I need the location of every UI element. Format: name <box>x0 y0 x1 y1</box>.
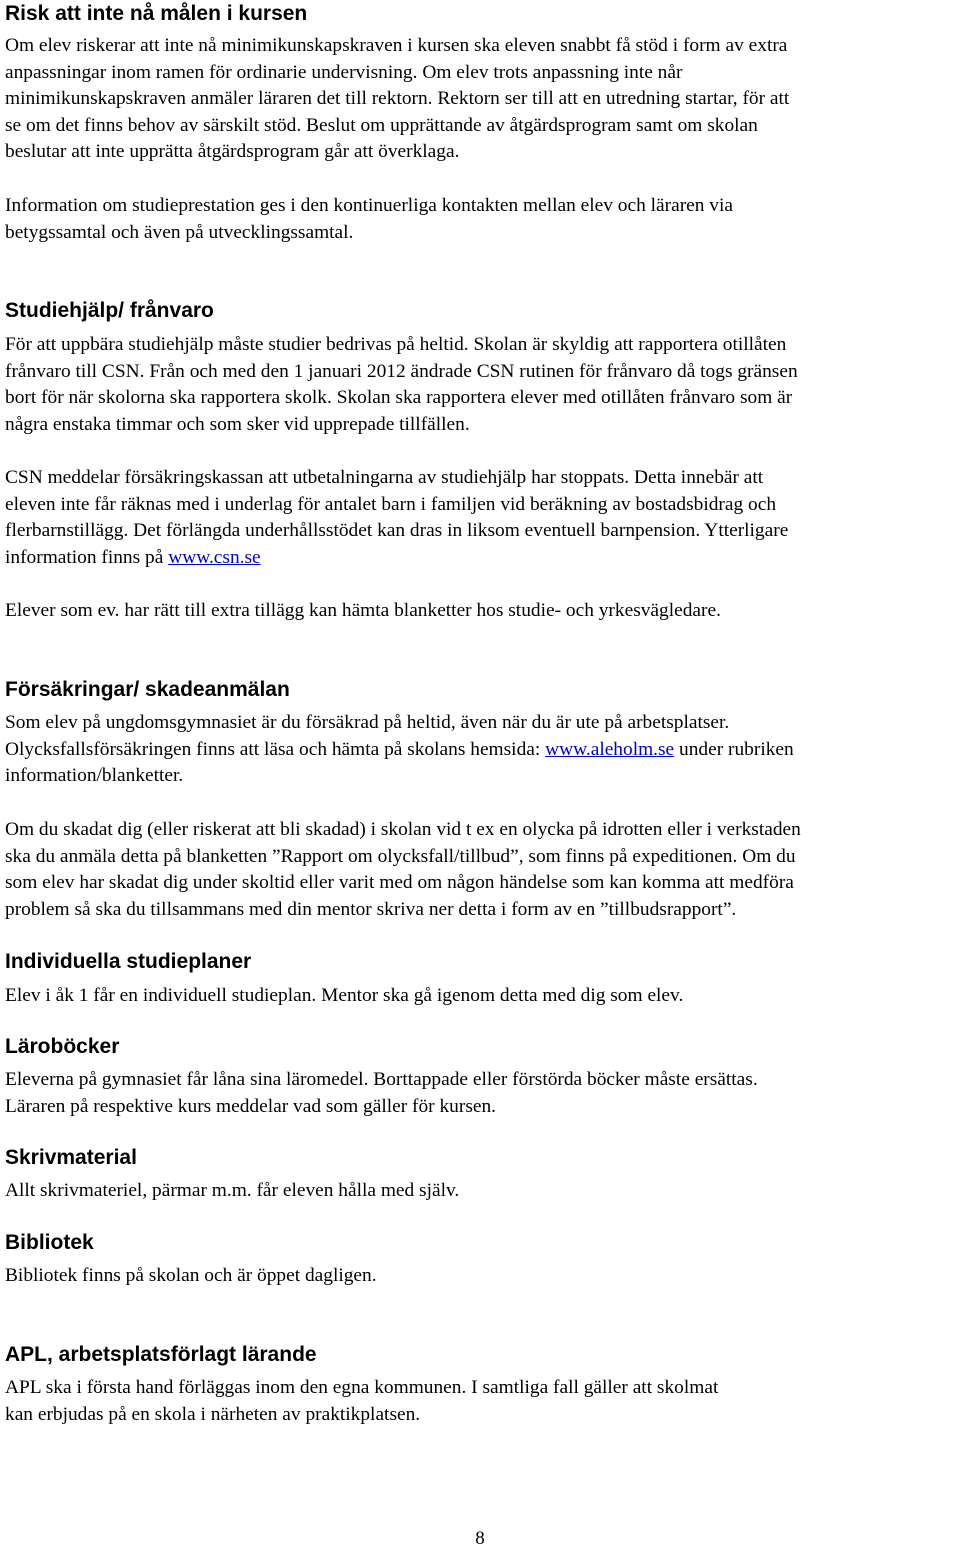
paragraph-extra-allowance <box>5 598 721 625</box>
section-heading-risk: Risk att inte nå målen i kursen <box>5 2 308 25</box>
text-line: För att uppbära studiehjälp måste studier bedrivas på heltid. Skolan är skyldig att rapportera otillåten <box>5 334 787 355</box>
text-line: ska du anmäla detta på blanketten ”Rapport om olycksfall/tillbud”, som finns på expeditionen. Om du <box>5 845 796 867</box>
text-line: bort för när skolorna ska rapportera skolk. Skolan ska rapportera elever med otillåten frånvaro som är <box>5 387 793 409</box>
text-line: Som elev på ungdomsgymnasiet är du försäkrad på heltid, även när du är ute på arbetsplatser. <box>5 712 730 733</box>
text-line: betygssamtal och även på utvecklingssamtal. <box>5 221 354 243</box>
text-line: minimikunskapskraven anmäler läraren det till rektorn. Rektorn ser till att en utredning startar, för att <box>5 88 790 110</box>
text-line: eleven inte får räknas med i underlag för antalet barn i familjen vid beräkning av bostadsbidrag och <box>5 493 777 515</box>
paragraph-studiehjalp-absence <box>5 332 798 438</box>
paragraph-study-plans <box>5 983 683 1010</box>
text-line: som elev har skadat dig under skoltid eller varit med om någon händelse som kan komma att medföra <box>5 872 794 894</box>
text-line-with-link <box>5 545 788 572</box>
text-line: Om elev riskerar att inte nå minimikunskapskraven i kursen ska eleven snabbt få stöd i form av extra <box>5 35 788 56</box>
section-heading-writing-materials: Skrivmaterial <box>5 1146 137 1169</box>
text-fragment: Olycksfallsförsäkringen finns att läsa och hämta på skolans hemsida: <box>5 738 546 760</box>
paragraph-apl <box>5 1375 718 1428</box>
text-line: problem så ska du tillsammans med din mentor skriva ner detta i form av en ”tillbudsrapport”. <box>5 898 737 920</box>
section-heading-library: Bibliotek <box>5 1231 94 1254</box>
text-line: beslutar att inte upprätta åtgärdsprogram går att överklaga. <box>5 141 460 163</box>
section-heading-textbooks: Läroböcker <box>5 1035 120 1058</box>
text-line: CSN meddelar försäkringskassan att utbetalningarna av studiehjälp har stoppats. Detta innebär att <box>5 467 764 488</box>
section-heading-insurance: Försäkringar/ skadeanmälan <box>5 678 290 701</box>
text-line: flerbarnstillägg. Det förlängda underhållsstödet kan dras in liksom eventuell barnpension. Ytterligare <box>5 520 789 542</box>
text-line: Om du skadat dig (eller riskerat att bli skadad) i skolan vid t ex en olycka på idrotten eller i verkstaden <box>5 819 801 840</box>
paragraph-insurance <box>5 710 794 790</box>
text-line-with-link <box>5 737 794 764</box>
text-line: information/blanketter. <box>5 765 184 787</box>
text-line: Eleverna på gymnasiet får låna sina läromedel. Borttappade eller förstörda böcker måste ersättas. <box>5 1069 758 1090</box>
paragraph-injury-report <box>5 817 801 923</box>
text-line: Information om studieprestation ges i den kontinuerliga kontakten mellan elev och läraren via <box>5 195 734 216</box>
text-fragment: information finns på <box>5 546 169 568</box>
text-line: några enstaka timmar och som sker vid upprepade tillfällen. <box>5 413 470 435</box>
text-line: Allt skrivmateriel, pärmar m.m. får eleven hålla med själv. <box>5 1180 460 1201</box>
section-heading-study-plans: Individuella studieplaner <box>5 950 252 973</box>
text-line: APL ska i första hand förläggas inom den egna kommunen. I samtliga fall gäller att skolmat <box>5 1377 719 1398</box>
paragraph-study-information <box>5 193 733 246</box>
aleholm-link[interactable]: www.aleholm.se <box>545 738 675 760</box>
csn-link[interactable]: www.csn.se <box>168 546 261 568</box>
section-heading-apl: APL, arbetsplatsförlagt lärande <box>5 1343 317 1366</box>
text-fragment: under rubriken <box>674 738 794 760</box>
text-line: se om det finns behov av särskilt stöd. Beslut om upprättande av åtgärdsprogram samt om skolan <box>5 114 758 136</box>
text-line: anpassningar inom ramen för ordinarie undervisning. Om elev trots anpassning inte når <box>5 61 683 83</box>
paragraph-writing-materials <box>5 1178 459 1205</box>
paragraph-library <box>5 1263 377 1290</box>
paragraph-textbooks <box>5 1067 758 1120</box>
page-number: 8 <box>475 1528 485 1549</box>
paragraph-csn <box>5 465 788 571</box>
text-line: Bibliotek finns på skolan och är öppet dagligen. <box>5 1265 377 1286</box>
text-line: Läraren på respektive kurs meddelar vad som gäller för kursen. <box>5 1095 497 1117</box>
text-line: frånvaro till CSN. Från och med den 1 januari 2012 ändrade CSN rutinen för frånvaro då togs gränsen <box>5 360 798 382</box>
text-line: kan erbjudas på en skola i närheten av praktikplatsen. <box>5 1403 421 1425</box>
paragraph-risk-support <box>5 33 789 166</box>
text-line: Elever som ev. har rätt till extra tillägg kan hämta blanketter hos studie- och yrkesvägledare. <box>5 600 721 621</box>
text-line: Elev i åk 1 får en individuell studieplan. Mentor ska gå igenom detta med dig som elev. <box>5 985 684 1006</box>
section-heading-studiehjalp: Studiehjälp/ frånvaro <box>5 299 214 322</box>
